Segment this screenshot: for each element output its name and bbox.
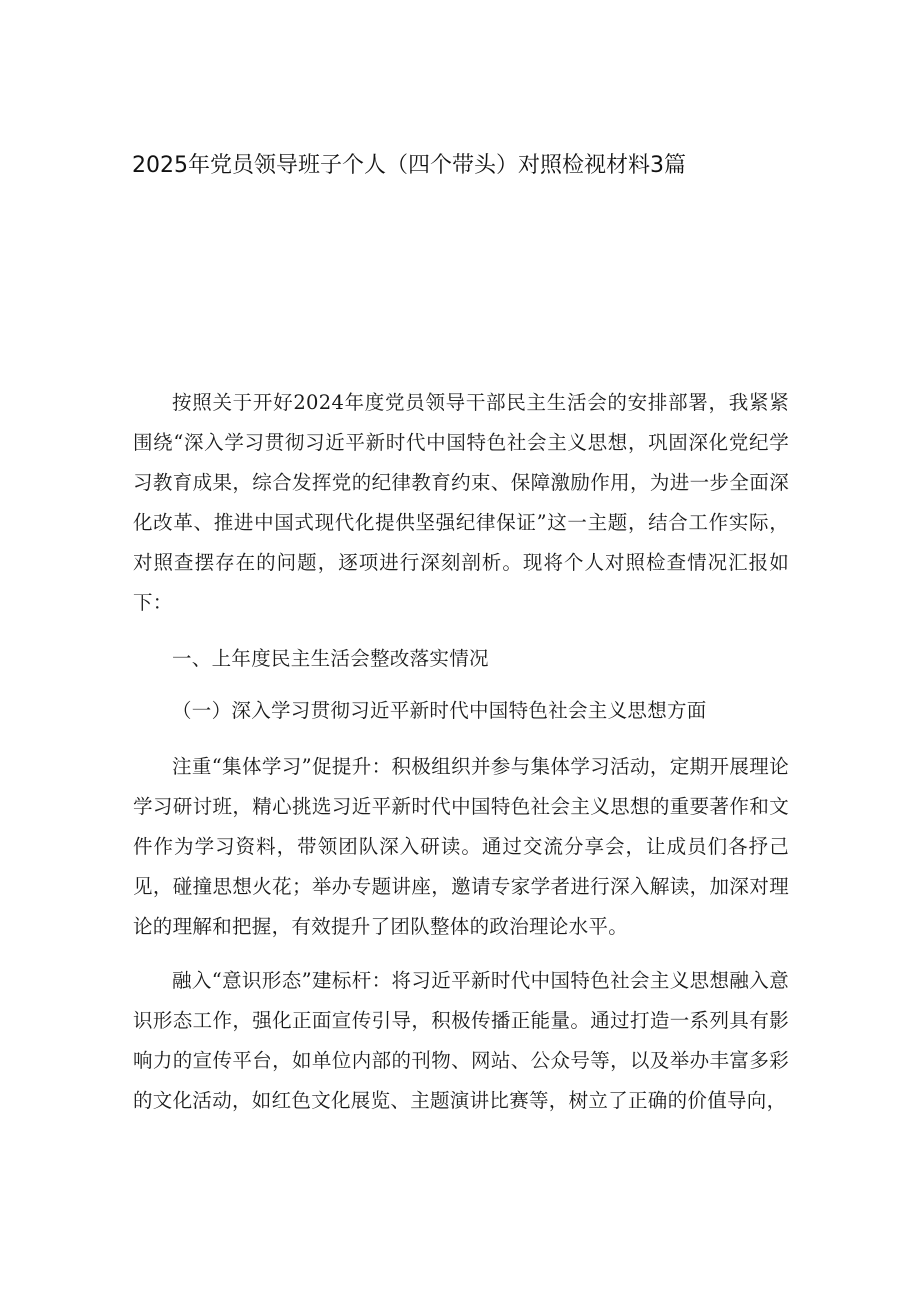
document-body (133, 383, 789, 1121)
intro-paragraph: 按照关于开好2024年度党员领导干部民主生活会的安排部署，我紧紧围绕“深入学习贯彻习近平新时代中国特色社会主义思想，巩固深化党纪学习教育成果，综合发挥党的纪律教育约束、保障激励作用，为进一步全面深化改革、推进中国式现代化提供坚强纪律保证”这一主题，结合工作实际，对照查摆存在的问题，逐项进行深刻剖析。现将个人对照检查情况汇报如下： (133, 391, 789, 614)
ideology-paragraph: 融入“意识形态”建标杆：将习近平新时代中国特色社会主义思想融入意识形态工作，强化正面宣传引导，积极传播正能量。通过打造一系列具有影响力的宣传平台，如单位内部的刊物、网站、公众号等，以及举办丰富多彩的文化活动，如红色文化展览、主题演讲比赛等，树立了正确的价值导向， (133, 969, 789, 1112)
collective-study-paragraph: 注重“集体学习”促提升：积极组织并参与集体学习活动，定期开展理论学习研讨班，精心挑选习近平新时代中国特色社会主义思想的重要著作和文件作为学习资料，带领团队深入研读。通过交流分享会，让成员们各抒己见，碰撞思想火花；举办专题讲座，邀请专家学者进行深入解读，加深对理论的理解和把握，有效提升了团队整体的政治理论水平。 (133, 755, 789, 938)
section-heading: 一、上年度民主生活会整改落实情况 (172, 647, 489, 670)
subsection-heading: （一）深入学习贯彻习近平新时代中国特色社会主义思想方面 (172, 699, 707, 722)
document-title: 2025年党员领导班子个人（四个带头）对照检视材料3篇 (132, 153, 686, 178)
